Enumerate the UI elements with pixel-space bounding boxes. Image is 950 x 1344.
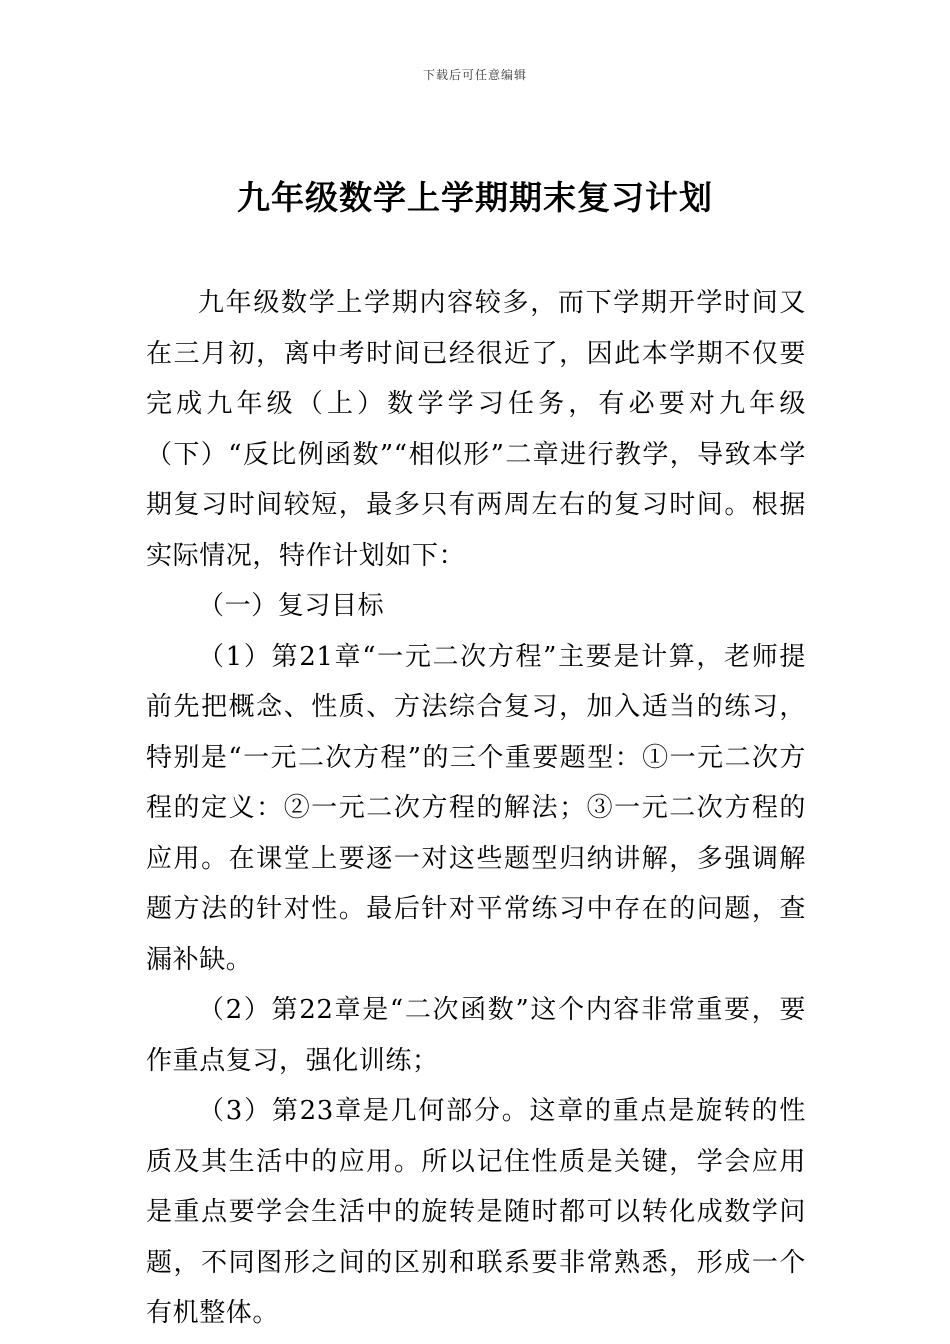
paragraph-item-1: （1）第21章“一元二次方程”主要是计算，老师提前先把概念、性质、方法综合复习，加入适当的练习，特别是“一元二次方程”的三个重要题型：①一元二次方程的定义：②一元二次方程的解法；③一元二次方程的应用。在课堂上要逐一对这些题型归纳讲解，多强调解题方法的针对性。最后针对平常练习中存在的问题，查漏补缺。 bbox=[146, 641, 806, 975]
section-heading-goals: （一）复习目标 bbox=[198, 591, 385, 621]
header-note: 下载后可任意编辑 bbox=[422, 68, 527, 82]
paragraph-item-3: （3）第23章是几何部分。这章的重点是旋转的性质及其生活中的应用。所以记住性质是关键，学会应用是重点要学会生活中的旋转是随时都可以转化成数学问题，不同图形之间的区别和联系要非常熟悉，形成一个有机整体。 bbox=[146, 1096, 806, 1328]
document-title: 九年级数学上学期期末复习计划 bbox=[237, 178, 713, 217]
paragraph-item-2: （2）第22章是“二次函数”这个内容非常重要，要作重点复习，强化训练； bbox=[146, 995, 806, 1076]
paragraph-intro: 九年级数学上学期内容较多，而下学期开学时间又在三月初，离中考时间已经很近了，因此本学期不仅要完成九年级（上）数学学习任务，有必要对九年级（下）“反比例函数”“相似形”二章进行教学，导致本学期复习时间较短，最多只有两周左右的复习时间。根据实际情况，特作计划如下： bbox=[146, 288, 806, 571]
document-body bbox=[146, 278, 806, 1339]
